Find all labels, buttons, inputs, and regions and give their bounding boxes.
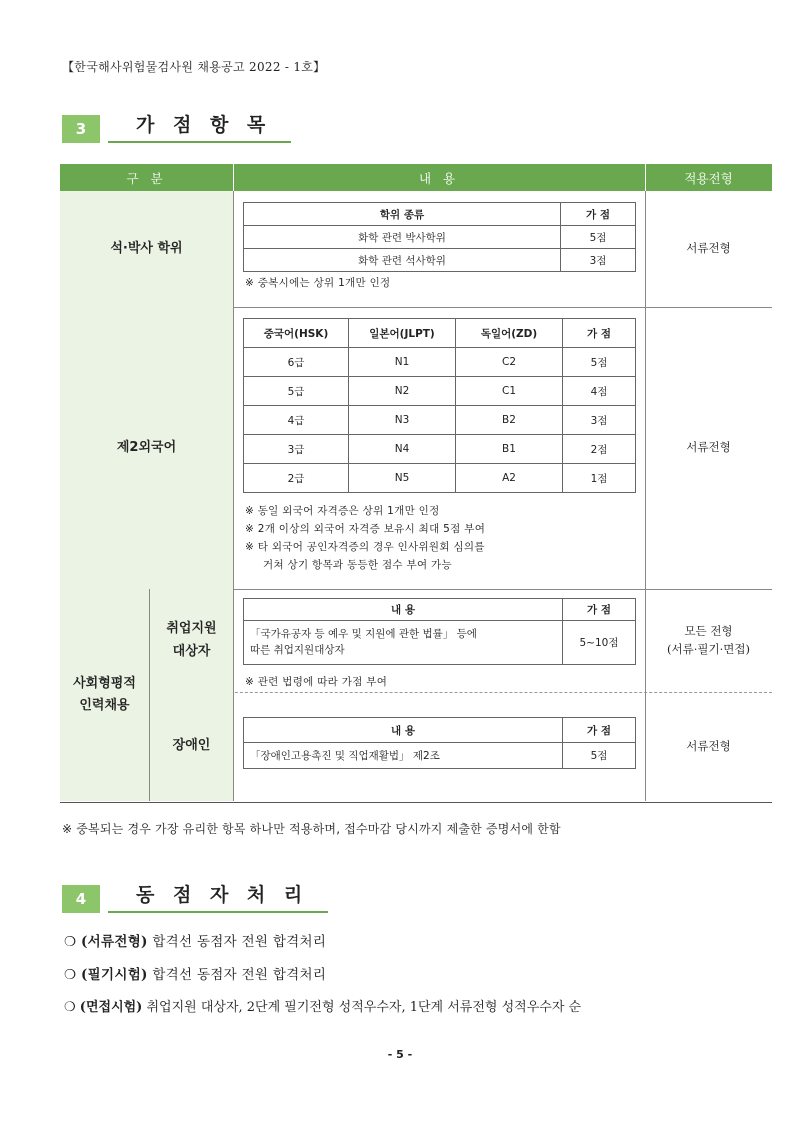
- employment-header-score: 가 점: [563, 599, 636, 621]
- content-line: 따른 취업지원대상자: [250, 643, 345, 656]
- table-row: [244, 435, 636, 464]
- degree-note: ※ 중복시에는 상위 1개만 인정: [245, 277, 391, 289]
- subcategory-disabled: 장애인: [150, 692, 233, 801]
- list-item: [64, 963, 326, 983]
- item-label: (서류전형): [81, 934, 148, 950]
- header-category: 구 분: [126, 170, 167, 186]
- item-text: 합격선 동점자 전원 합격처리: [152, 967, 327, 983]
- category-social: [60, 589, 149, 801]
- bullet-icon: ❍: [64, 1000, 76, 1015]
- list-item: [64, 930, 326, 950]
- category-social-line2: 인력채용: [79, 698, 130, 713]
- apply-language: 서류전형: [686, 440, 731, 455]
- table-cell: 2점: [563, 435, 636, 464]
- sub-line: 취업지원: [166, 621, 217, 637]
- table-cell: [244, 621, 563, 665]
- apply-line: 모든 전형: [684, 624, 733, 639]
- degree-header-type: 학위 종류: [244, 203, 561, 226]
- table-row: [244, 348, 636, 377]
- table-cell: 5급: [244, 377, 349, 406]
- table-row: [244, 249, 636, 272]
- table-cell: 5~10점: [563, 621, 636, 665]
- disabled-table: [243, 717, 636, 769]
- table-cell: N2: [349, 377, 456, 406]
- employment-table: [243, 598, 636, 665]
- item-label: (필기시험): [81, 967, 148, 983]
- document-header: 【한국해사위험물검사원 채용공고 2022 - 1호】: [62, 60, 326, 74]
- item-text: 합격선 동점자 전원 합격처리: [152, 934, 327, 950]
- language-header-score: 가 점: [563, 319, 636, 348]
- subcategory-employment: [150, 589, 233, 692]
- table-row: [244, 621, 636, 665]
- language-header-japanese: 일본어(JLPT): [349, 319, 456, 348]
- apply-employment: [645, 589, 772, 692]
- table-row: [244, 743, 636, 769]
- content-line: 「국가유공자 등 예우 및 지원에 관한 법률」 등에: [250, 627, 477, 640]
- table-cell: C2: [456, 348, 563, 377]
- table-cell: 4급: [244, 406, 349, 435]
- section-label: 가 점 항 목: [108, 110, 291, 143]
- category-language: 제2외국어: [60, 307, 233, 589]
- apply-line: (서류·필기·면접): [667, 641, 750, 656]
- degree-header-score: 가 점: [561, 203, 636, 226]
- table-cell: 5점: [563, 348, 636, 377]
- note-line: 거쳐 상기 항목과 동등한 점수 부여 가능: [263, 559, 452, 572]
- category-social-line1: 사회형평적: [73, 675, 136, 691]
- section-number: 4: [62, 885, 100, 913]
- footnote: ※ 중복되는 경우 가장 유리한 항목 하나만 적용하며, 접수마감 당시까지 제출한 증명서에 한함: [62, 822, 561, 836]
- language-header-chinese: 중국어(HSK): [244, 319, 349, 348]
- item-text: 취업지원 대상자, 2단계 필기전형 성적우수자, 1단계 서류전형 성적우수자 순: [146, 1000, 582, 1015]
- table-cell: 화학 관련 석사학위: [244, 249, 561, 272]
- table-row: [244, 464, 636, 493]
- note-line: ※ 동일 외국어 자격증은 상위 1개만 인정: [245, 505, 440, 517]
- table-cell: A2: [456, 464, 563, 493]
- table-cell: B1: [456, 435, 563, 464]
- header-content: 내 용: [418, 170, 460, 186]
- table-row: [244, 406, 636, 435]
- disabled-header-score: 가 점: [563, 718, 636, 743]
- table-cell: 6급: [244, 348, 349, 377]
- table-cell: N1: [349, 348, 456, 377]
- table-cell: 3점: [563, 406, 636, 435]
- language-header-german: 독일어(ZD): [456, 319, 563, 348]
- section-4-title: [62, 880, 328, 913]
- language-table: [243, 318, 636, 493]
- apply-disabled: 서류전형: [686, 738, 731, 753]
- table-cell: 5점: [563, 743, 636, 769]
- table-cell: 3급: [244, 435, 349, 464]
- table-cell: N4: [349, 435, 456, 464]
- table-cell: 4점: [563, 377, 636, 406]
- table-cell: 2급: [244, 464, 349, 493]
- sub-line: 대상자: [172, 643, 211, 659]
- item-label: (면접시험): [79, 1000, 143, 1015]
- section-number: 3: [62, 115, 100, 143]
- header-apply: 적용전형: [684, 170, 733, 186]
- bonus-points-table: [60, 164, 772, 803]
- page-number: - 5 -: [387, 1048, 413, 1061]
- table-header-row: [60, 164, 772, 191]
- disabled-header-content: 내 용: [244, 718, 563, 743]
- employment-note: ※ 관련 법령에 따라 가점 부여: [245, 676, 388, 688]
- table-cell: 1점: [563, 464, 636, 493]
- table-cell: N3: [349, 406, 456, 435]
- section-3-title: [62, 110, 291, 143]
- section-label: 동 점 자 처 리: [108, 880, 328, 913]
- employment-header-content: 내 용: [244, 599, 563, 621]
- degree-table: [243, 202, 636, 272]
- table-cell: 5점: [561, 226, 636, 249]
- table-cell: 3점: [561, 249, 636, 272]
- note-line: ※ 2개 이상의 외국어 자격증 보유시 최대 5점 부여: [245, 523, 486, 536]
- list-item: [64, 996, 581, 1015]
- table-cell: 「장애인고용촉진 및 직업재활법」 제2조: [244, 743, 563, 769]
- table-cell: B2: [456, 406, 563, 435]
- apply-degree: 서류전형: [686, 241, 731, 256]
- table-row: [244, 226, 636, 249]
- table-cell: N5: [349, 464, 456, 493]
- table-cell: 화학 관련 박사학위: [244, 226, 561, 249]
- table-row: [244, 377, 636, 406]
- bullet-icon: ❍: [64, 967, 77, 983]
- category-degree: 석·박사 학위: [60, 191, 233, 307]
- note-line: ※ 타 외국어 공인자격증의 경우 인사위원회 심의를: [245, 541, 485, 554]
- language-notes: [245, 502, 485, 574]
- table-cell: C1: [456, 377, 563, 406]
- bullet-icon: ❍: [64, 934, 77, 950]
